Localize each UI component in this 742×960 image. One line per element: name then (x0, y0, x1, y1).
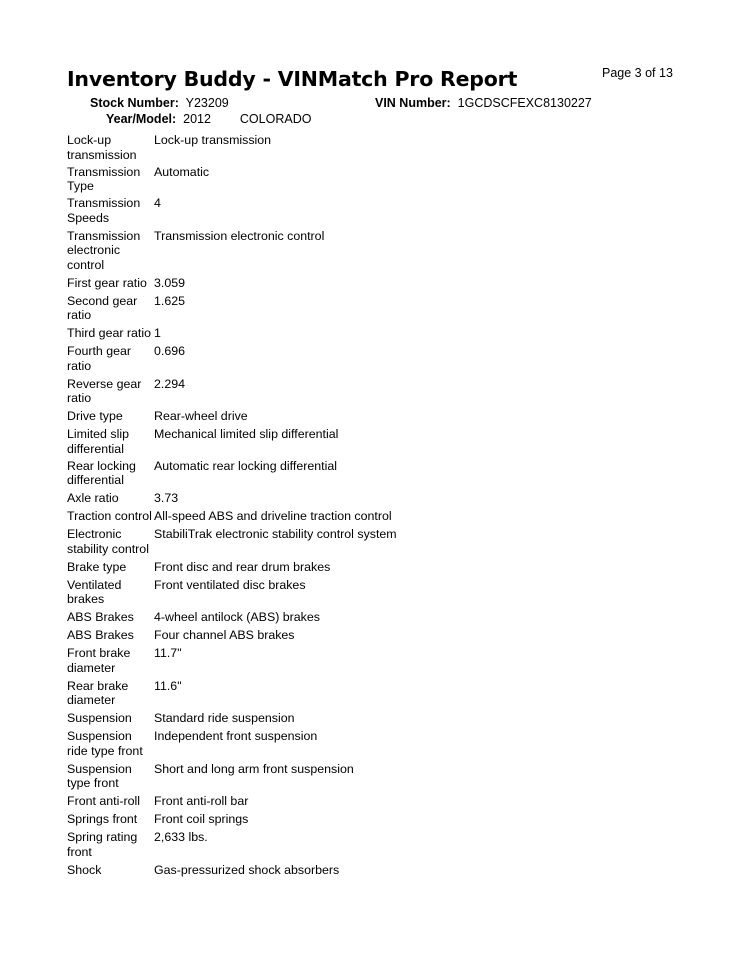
year-model-label: Year/Model: (106, 112, 177, 126)
spec-value: StabiliTrak electronic stability control system (154, 527, 397, 541)
spec-label: Transmission Speeds (67, 196, 141, 225)
spec-value: Mechanical limited slip differential (154, 427, 339, 441)
spec-label: Traction control (67, 509, 152, 523)
spec-label: ABS Brakes (67, 610, 134, 624)
spec-row (67, 729, 447, 758)
spec-value: 3.059 (154, 275, 186, 290)
spec-label: Shock (67, 862, 102, 877)
spec-value: 2.294 (154, 376, 186, 391)
spec-value: Lock-up transmission (154, 133, 272, 147)
spec-label: Brake type (67, 559, 127, 574)
spec-row (67, 610, 447, 625)
spec-row (67, 794, 447, 809)
spec-row (67, 711, 447, 726)
spec-value: Front coil springs (154, 812, 249, 826)
spec-row (67, 294, 447, 323)
spec-value: 0.696 (154, 344, 186, 358)
spec-label: First gear ratio (67, 275, 147, 290)
spec-label: Rear brake diameter (67, 678, 129, 707)
spec-label: Transmission Type (67, 164, 141, 193)
spec-value: 11.7" (154, 646, 182, 660)
year-model-field (106, 111, 311, 127)
spec-label: Front anti-roll (67, 794, 140, 808)
spec-value: Transmission electronic control (154, 228, 325, 243)
spec-label: Limited slip differential (67, 427, 129, 456)
spec-label: Suspension ride type front (67, 729, 143, 758)
stock-number-field (90, 95, 229, 111)
spec-value: 4 (154, 196, 161, 210)
spec-row (67, 165, 447, 194)
spec-value: Four channel ABS brakes (154, 628, 295, 642)
spec-value: 1 (154, 326, 161, 340)
spec-value: Automatic rear locking differential (154, 458, 337, 473)
spec-row (67, 229, 447, 273)
spec-row (67, 679, 447, 708)
spec-row (67, 863, 447, 878)
vin-field (375, 95, 592, 111)
spec-value: 11.6" (154, 678, 182, 693)
spec-row (67, 409, 447, 424)
spec-label: Axle ratio (67, 491, 119, 505)
spec-label: Transmission electronic control (67, 228, 141, 272)
spec-value: 3.73 (154, 491, 179, 505)
spec-label: Ventilated brakes (67, 577, 122, 606)
spec-label: Fourth gear ratio (67, 344, 132, 373)
spec-row (67, 326, 447, 341)
spec-value: Gas-pressurized shock absorbers (154, 862, 340, 877)
spec-row (67, 196, 447, 225)
spec-row (67, 459, 447, 488)
spec-label: Suspension type front (67, 761, 132, 790)
vin-value: 1GCDSCFEXC8130227 (457, 96, 592, 110)
model-value: COLORADO (239, 112, 312, 126)
spec-label: Electronic stability control (67, 527, 149, 556)
year-value: 2012 (183, 112, 211, 126)
report-title: Inventory Buddy - VINMatch Pro Report (67, 67, 518, 91)
spec-value: Standard ride suspension (154, 711, 295, 725)
spec-row (67, 491, 447, 506)
spec-row (67, 133, 447, 162)
spec-value: 2,633 lbs. (154, 830, 208, 844)
page-indicator: Page 3 of 13 (602, 66, 673, 80)
spec-value: Automatic (154, 164, 210, 179)
spec-row (67, 377, 447, 406)
spec-row (67, 578, 447, 607)
spec-label: Drive type (67, 409, 123, 423)
spec-row (67, 762, 447, 791)
spec-label: Lock-up transmission (67, 133, 137, 162)
spec-value: Front ventilated disc brakes (154, 577, 306, 592)
spec-label: ABS Brakes (67, 628, 134, 642)
spec-value: Front anti-roll bar (154, 794, 249, 808)
spec-value: Short and long arm front suspension (154, 761, 354, 776)
spec-row (67, 527, 447, 556)
spec-label: Reverse gear ratio (67, 376, 142, 405)
spec-table (67, 133, 447, 877)
spec-row (67, 276, 447, 291)
spec-value: 4-wheel antilock (ABS) brakes (154, 610, 320, 624)
spec-row (67, 344, 447, 373)
spec-value: All-speed ABS and driveline traction control (154, 509, 392, 523)
spec-label: Second gear ratio (67, 293, 138, 322)
spec-row (67, 812, 447, 827)
spec-row (67, 628, 447, 643)
stock-number-label: Stock Number: (90, 96, 179, 110)
stock-number-value: Y23209 (185, 96, 229, 110)
spec-row (67, 830, 447, 859)
spec-label: Rear locking differential (67, 458, 136, 487)
spec-label: Front brake diameter (67, 646, 131, 675)
spec-label: Third gear ratio (67, 326, 152, 340)
spec-value: Rear-wheel drive (154, 409, 248, 423)
spec-label: Springs front (67, 812, 138, 826)
spec-label: Spring rating front (67, 830, 138, 859)
vin-label: VIN Number: (375, 96, 451, 110)
spec-value: 1.625 (154, 293, 186, 308)
spec-row (67, 560, 447, 575)
spec-label: Suspension (67, 711, 132, 725)
spec-row (67, 427, 447, 456)
spec-value: Front disc and rear drum brakes (154, 559, 331, 574)
spec-row (67, 509, 447, 524)
spec-row (67, 646, 447, 675)
spec-value: Independent front suspension (154, 729, 318, 743)
